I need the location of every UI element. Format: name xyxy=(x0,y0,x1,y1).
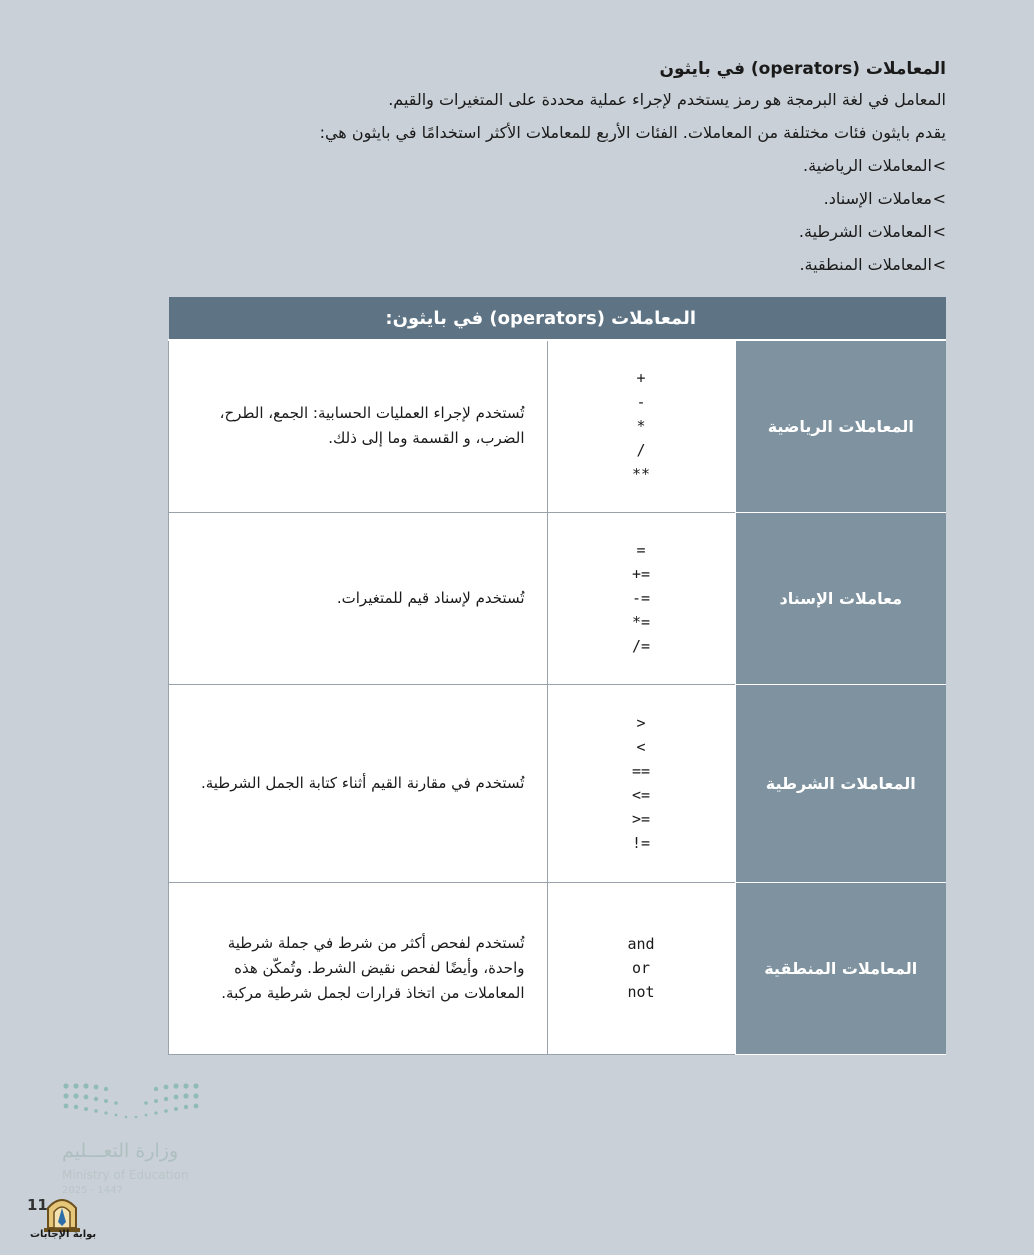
operator-symbol: < xyxy=(636,738,646,756)
list-item xyxy=(66,221,946,243)
ministry-year: 2025 - 1447 xyxy=(62,1185,123,1196)
list-item-text: المعاملات الشرطية. xyxy=(798,222,932,241)
category-cell: المعاملات الرياضية xyxy=(735,340,946,512)
operator-symbol: ** xyxy=(631,465,651,484)
operator-symbol: == xyxy=(631,762,651,780)
list-item xyxy=(66,188,946,210)
table-header: المعاملات (operators) في بايثون: xyxy=(169,297,947,340)
ministry-name-arabic: وزارة التعـــليم xyxy=(62,1140,179,1162)
description-cell: تُستخدم لإجراء العمليات الحسابية: الجمع، الطرح، الضرب، و القسمة وما إلى ذلك. xyxy=(169,340,548,512)
category-cell: المعاملات الشرطية xyxy=(735,684,946,882)
operator-symbol: and xyxy=(627,935,655,953)
operator-symbol: + xyxy=(636,369,646,388)
operator-symbol: <= xyxy=(631,786,651,804)
symbols-cell xyxy=(547,684,735,882)
list-item xyxy=(66,254,946,276)
list-item-text: المعاملات الرياضية. xyxy=(803,156,932,175)
list-item-text: معاملات الإسناد. xyxy=(823,189,932,208)
table-row xyxy=(169,512,947,684)
lead-text: يقدم بايثون فئات مختلفة من المعاملات. الفئات الأربع للمعاملات الأكثر استخدامًا في بايثون هي: xyxy=(319,123,946,142)
operator-symbol: *= xyxy=(631,613,651,631)
operator-symbol: -= xyxy=(631,589,651,607)
operator-symbol: = xyxy=(636,541,646,559)
description-cell: تُستخدم لإسناد قيم للمتغيرات. xyxy=(169,512,548,684)
symbols-cell xyxy=(547,882,735,1054)
list-item-text: المعاملات المنطقية. xyxy=(799,255,932,274)
symbols-cell xyxy=(547,340,735,512)
operator-symbol: > xyxy=(636,714,646,732)
list-item xyxy=(66,155,946,177)
operator-symbol: or xyxy=(631,959,651,977)
page-number: 11 xyxy=(27,1196,48,1214)
description-cell: تُستخدم لفحص أكثر من شرط في جملة شرطية واحدة، وأيضًا لفحص نقيض الشرط. وتُمكّن هذه المعاملات من اتخاذ قرارات لجمل شرطية مركبة. xyxy=(169,882,548,1054)
table-row xyxy=(169,684,947,882)
operator-symbol: - xyxy=(636,393,646,412)
operator-symbol: * xyxy=(636,417,646,436)
operator-symbol: += xyxy=(631,565,651,583)
category-cell: معاملات الإسناد xyxy=(735,512,946,684)
intro-section xyxy=(66,58,946,287)
category-cell: المعاملات المنطقية xyxy=(735,882,946,1054)
ministry-name-english: Ministry of Education xyxy=(62,1168,189,1182)
category-list xyxy=(66,155,946,276)
symbols-cell xyxy=(547,512,735,684)
section-title: المعاملات (operators) في بايثون xyxy=(659,59,946,79)
operator-symbol: / xyxy=(636,441,646,460)
table-row xyxy=(169,882,947,1054)
description-cell: تُستخدم في مقارنة القيم أثناء كتابة الجمل الشرطية. xyxy=(169,684,548,882)
definition-text: المعامل في لغة البرمجة هو رمز يستخدم لإجراء عملية محددة على المتغيرات والقيم. xyxy=(388,90,946,109)
operator-symbol: != xyxy=(631,834,651,852)
table-row xyxy=(169,340,947,512)
answers-portal-label: بوابة الإجابات xyxy=(30,1229,97,1240)
operator-symbol: /= xyxy=(631,637,651,655)
operator-symbol: not xyxy=(627,983,655,1001)
operators-table xyxy=(168,297,946,1055)
operator-symbol: >= xyxy=(631,810,651,828)
